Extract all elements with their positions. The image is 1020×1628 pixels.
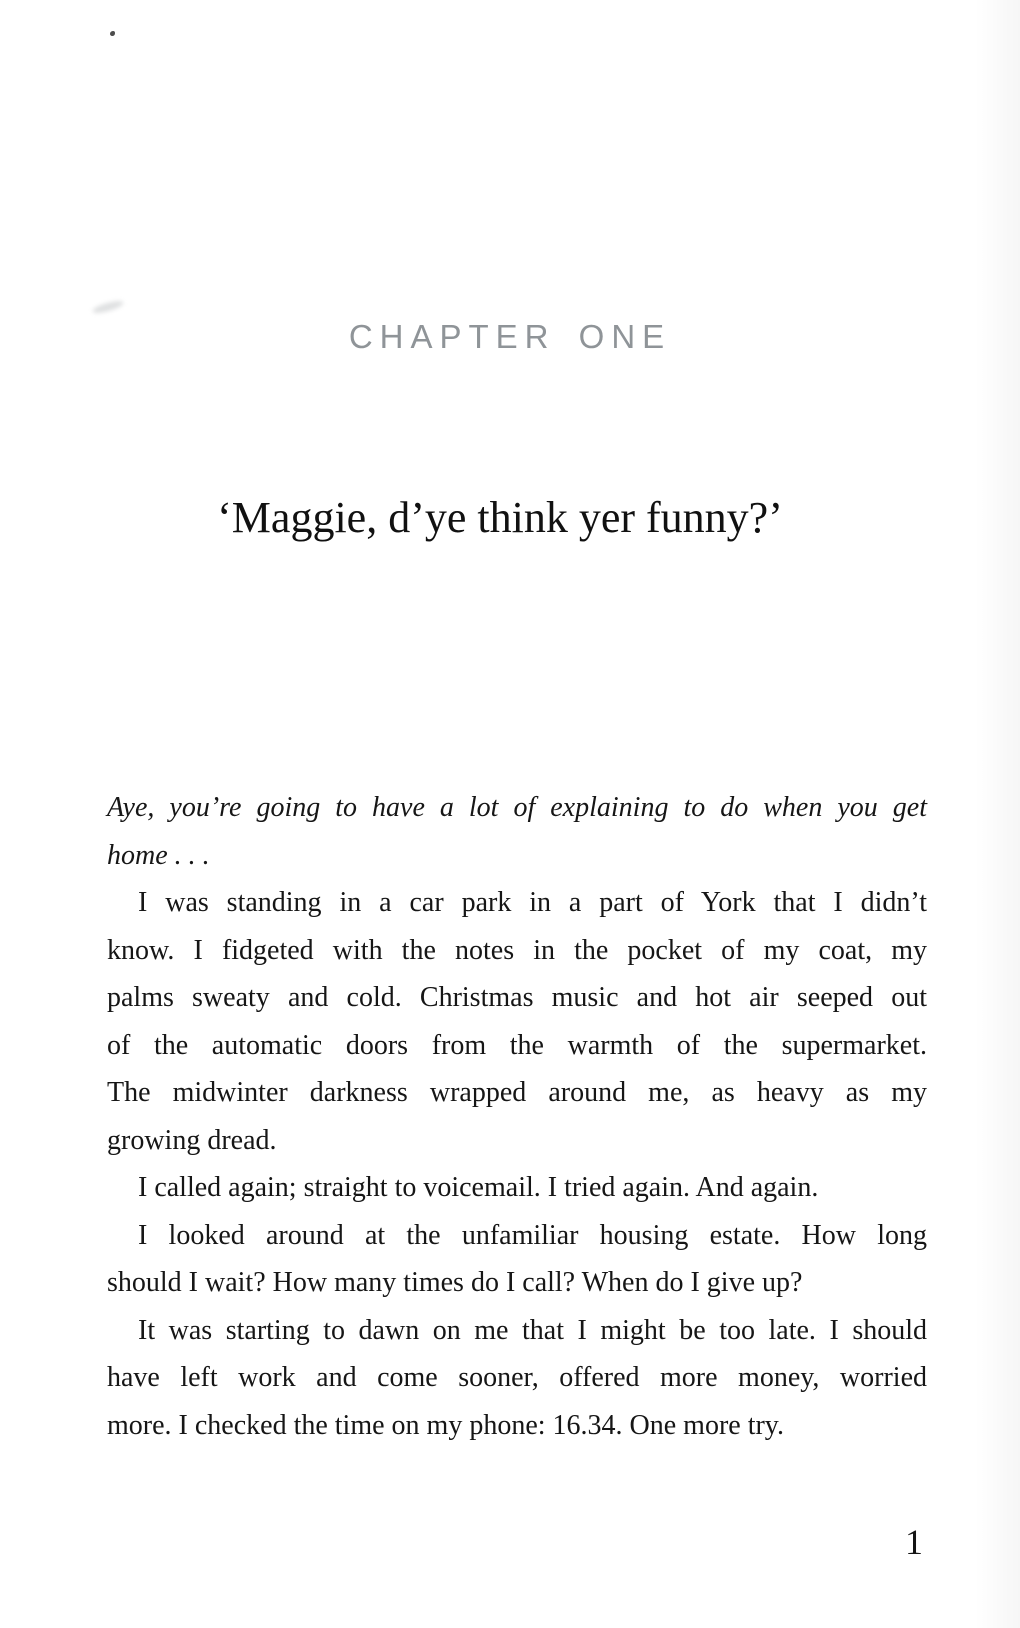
body-text <box>107 784 927 1449</box>
text-line: The midwinter darkness wrapped around me, as heavy as my <box>107 1077 927 1108</box>
text-line: It was starting to dawn on me that I might be too late. I should <box>138 1314 927 1346</box>
text-line: know. I fidgeted with the notes in the pocket of my coat, my <box>107 934 927 966</box>
text-line: should I wait? How many times do I call? When do I give up? <box>107 1267 803 1298</box>
text-line: more. I checked the time on my phone: 16.34. One more try. <box>107 1409 784 1441</box>
scan-smudge <box>92 299 125 316</box>
text-line: Aye, you’re going to have a lot of explaining to do when you get <box>107 792 927 823</box>
chapter-heading: CHAPTER ONE <box>348 318 672 355</box>
text-line: I was standing in a car park in a part of York that I didn’t <box>138 887 927 918</box>
text-line: home . . . <box>107 839 210 871</box>
text-line: I looked around at the unfamiliar housing estate. How long <box>138 1219 927 1251</box>
text-line: have left work and come sooner, offered more money, worried <box>107 1362 927 1393</box>
text-line: I called again; straight to voicemail. I tried again. And again. <box>138 1172 819 1203</box>
scan-speck <box>110 31 115 36</box>
page-edge-shading <box>974 0 1020 1628</box>
text-line: palms sweaty and cold. Christmas music and hot air seeped out <box>107 982 927 1013</box>
page-number: 1 <box>905 1522 923 1562</box>
text-line: of the automatic doors from the warmth of the supermarket. <box>107 1029 927 1061</box>
text-line: growing dread. <box>107 1124 277 1156</box>
chapter-title: ‘Maggie, d’ye think yer funny?’ <box>217 493 783 542</box>
